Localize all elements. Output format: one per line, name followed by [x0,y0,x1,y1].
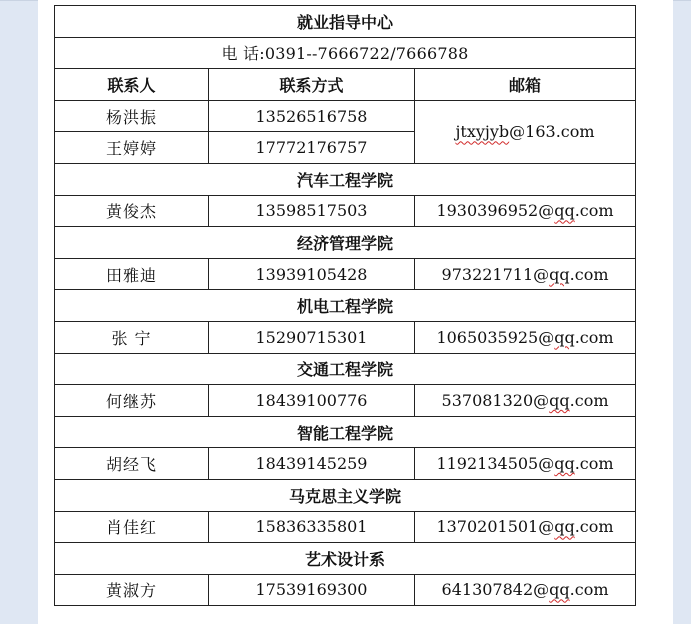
section-title: 机电工程学院 [55,290,636,322]
contact-name: 张 宁 [55,321,209,353]
section-header-row [55,479,636,511]
email-tld: .com [569,264,609,284]
email-domain: qq [554,517,575,537]
table-row [55,100,636,132]
header-method: 联系方式 [209,69,415,101]
email-user: 1370201501@ [436,517,555,537]
email-user: 1065035925@ [436,327,555,347]
contact-name: 杨洪振 [55,100,209,132]
email-domain: qq [554,327,575,347]
contact-name: 黄俊杰 [55,195,209,227]
email-domain: qq [554,201,575,221]
email-domain: @163.com [509,122,595,142]
table-row [55,448,636,480]
contact-phone: 13939105428 [209,258,415,290]
contact-phone: 18439145259 [209,448,415,480]
contact-phone: 13598517503 [209,195,415,227]
email-domain: qq [549,390,570,410]
contact-email[interactable] [415,511,636,543]
email-tld: .com [574,454,614,474]
contact-phone: 17539169300 [209,574,415,606]
section-title: 智能工程学院 [55,416,636,448]
contact-name: 黄淑方 [55,574,209,606]
table-row [55,195,636,227]
section-title: 交通工程学院 [55,353,636,385]
section-header-row [55,543,636,575]
section-header-row [55,416,636,448]
header-contact: 联系人 [55,69,209,101]
contacts-table [54,5,636,606]
email-domain: qq [554,454,575,474]
section-title: 艺术设计系 [55,543,636,575]
contact-phone: 17772176757 [209,132,415,164]
title-row [55,6,636,38]
email-tld: .com [569,580,609,600]
email-tld: .com [574,201,614,221]
table-row [55,574,636,606]
contact-phone: 13526516758 [209,100,415,132]
header-email: 邮箱 [415,69,636,101]
section-title: 马克思主义学院 [55,479,636,511]
contact-email[interactable] [415,100,636,163]
contact-email[interactable] [415,385,636,417]
section-header-row [55,290,636,322]
table-row [55,321,636,353]
contact-name: 何继苏 [55,385,209,417]
table-title: 就业指导中心 [55,6,636,38]
email-user: 1930396952@ [436,201,555,221]
header-row [55,69,636,101]
table-row [55,385,636,417]
section-title: 汽车工程学院 [55,163,636,195]
contact-phone: 15290715301 [209,321,415,353]
email-tld: .com [569,390,609,410]
email-tld: .com [574,327,614,347]
phone-label: 电 话: [221,44,265,64]
email-domain: qq [549,580,570,600]
contact-name: 田雅迪 [55,258,209,290]
phone-value: 0391--7666722/7666788 [264,44,469,64]
contact-phone: 15836335801 [209,511,415,543]
contact-name: 胡经飞 [55,448,209,480]
section-header-row [55,353,636,385]
email-user: 973221711@ [441,264,550,284]
contact-email[interactable] [415,258,636,290]
email-user: 537081320@ [441,390,550,410]
contact-email[interactable] [415,574,636,606]
contact-name: 王婷婷 [55,132,209,164]
email-user: 641307842@ [441,580,550,600]
email-tld: .com [574,517,614,537]
contact-name: 肖佳红 [55,511,209,543]
contact-email[interactable] [415,448,636,480]
table-row [55,511,636,543]
contact-phone: 18439100776 [209,385,415,417]
phone-row [55,37,636,69]
contact-email[interactable] [415,321,636,353]
office-phone [55,37,636,69]
table-row [55,258,636,290]
contact-email[interactable] [415,195,636,227]
email-user: jtxyjyb [455,122,510,142]
section-header-row [55,227,636,259]
email-user: 1192134505@ [436,454,555,474]
section-header-row [55,163,636,195]
section-title: 经济管理学院 [55,227,636,259]
email-domain: qq [549,264,570,284]
